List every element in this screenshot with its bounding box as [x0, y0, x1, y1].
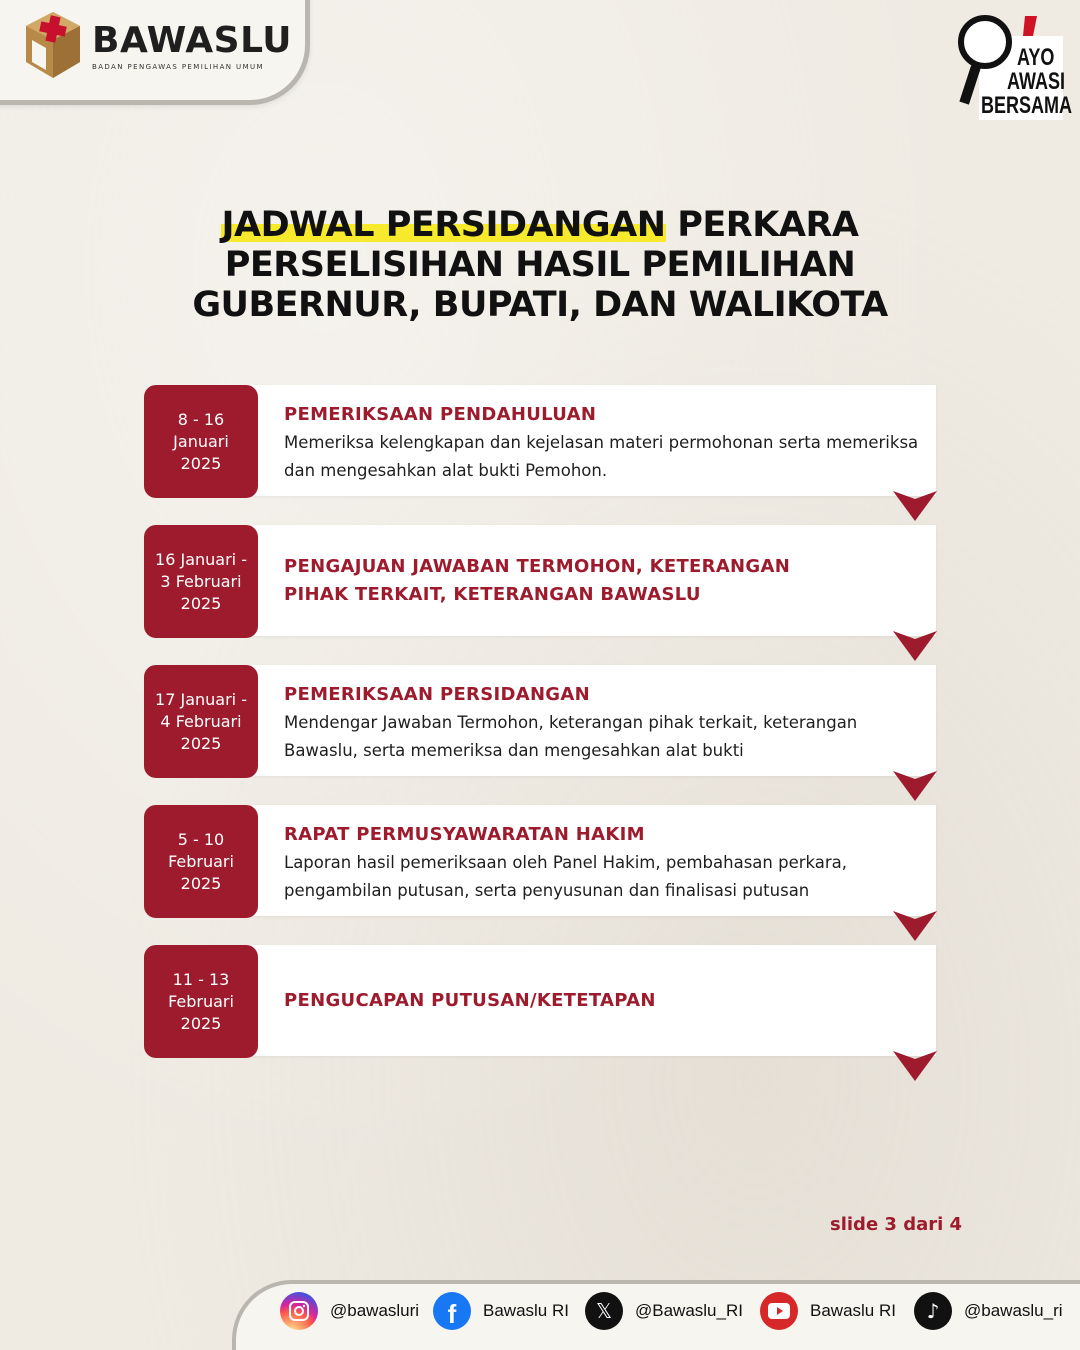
date-line2: Januari [173, 431, 229, 451]
title-line3: GUBERNUR, BUPATI, DAN WALIKOTA [192, 285, 888, 325]
ayo-awasi-bersama-badge [955, 10, 1073, 122]
date-line2: 4 Februari [160, 711, 242, 731]
step-title [284, 525, 924, 636]
facebook-icon: f [433, 1292, 471, 1330]
date-line1: 17 Januari - [155, 689, 247, 709]
brand-name: BAWASLU [92, 20, 292, 62]
step-date [144, 945, 258, 1058]
social-label: @bawasluri [330, 1301, 420, 1320]
schedule-step [144, 805, 944, 945]
social-label: @Bawaslu_RI [635, 1301, 743, 1320]
schedule-step [144, 665, 944, 805]
badge-line3: BERSAMA [981, 92, 1073, 119]
date-line3: 2025 [180, 873, 222, 893]
step-date [144, 525, 258, 638]
date-line3: 2025 [180, 453, 222, 473]
step-title: PEMERIKSAAN PENDAHULUAN [284, 404, 597, 425]
step-description: Mendengar Jawaban Termohon, keterangan pihak terkait, keterangan Bawaslu, serta memeriksa dan mengesahkan alat bukti [284, 713, 858, 760]
down-arrow-icon [893, 1051, 937, 1081]
badge-line1: AYO [1017, 44, 1055, 71]
schedule-step [144, 525, 944, 665]
social-youtube[interactable] [760, 1292, 896, 1330]
schedule-step [144, 385, 944, 525]
down-arrow-icon [893, 491, 937, 521]
social-tiktok[interactable] [914, 1292, 1063, 1330]
schedule-step [144, 945, 944, 1085]
social-label: Bawaslu RI [483, 1301, 569, 1320]
tiktok-icon: ♪ [914, 1292, 952, 1330]
date-line2: Februari [168, 991, 234, 1011]
badge-line2: AWASI [1007, 68, 1066, 95]
step-title-text: PENGAJUAN JAWABAN TERMOHON, KETERANGAN PIHAK TERKAIT, KETERANGAN BAWASLU [284, 555, 791, 605]
date-line3: 2025 [180, 1013, 222, 1033]
title-highlight: JADWAL PERSIDANGAN [221, 205, 666, 245]
bawaslu-logo-icon [22, 10, 84, 82]
step-date [144, 805, 258, 918]
social-instagram[interactable] [280, 1292, 419, 1330]
schedule-timeline [144, 385, 944, 1085]
date-line3: 2025 [180, 733, 222, 753]
social-facebook[interactable] [433, 1292, 569, 1330]
date-line3: 2025 [180, 593, 222, 613]
date-line2: 3 Februari [160, 571, 242, 591]
date-line2: Februari [168, 851, 234, 871]
step-date [144, 665, 258, 778]
step-description: Laporan hasil pemeriksaan oleh Panel Hakim, pembahasan perkara, pengambilan putusan, serta penyusunan dan finalisasi putusan [284, 853, 848, 900]
date-line1: 11 - 13 [172, 969, 230, 989]
bawaslu-logo[interactable] [22, 10, 292, 82]
step-description: Memeriksa kelengkapan dan kejelasan materi permohonan serta memeriksa dan mengesahkan alat bukti Pemohon. [284, 433, 919, 480]
date-line1: 8 - 16 [177, 409, 225, 429]
social-label: @bawaslu_ri [964, 1301, 1063, 1320]
brand-subtitle: BADAN PENGAWAS PEMILIHAN UMUM [92, 62, 264, 71]
date-line1: 5 - 10 [177, 829, 225, 849]
title-line1-rest: PERKARA [665, 205, 859, 245]
step-title: PEMERIKSAAN PERSIDANGAN [284, 684, 590, 705]
page-title [0, 205, 1080, 325]
instagram-icon [280, 1292, 318, 1330]
date-line1: 16 Januari - [155, 549, 247, 569]
step-date [144, 385, 258, 498]
slide-indicator: slide 3 dari 4 [830, 1214, 963, 1235]
down-arrow-icon [893, 911, 937, 941]
down-arrow-icon [893, 631, 937, 661]
social-label: Bawaslu RI [810, 1301, 896, 1320]
social-x[interactable] [585, 1292, 743, 1330]
step-title-text: PENGUCAPAN PUTUSAN/KETETAPAN [284, 989, 656, 1011]
down-arrow-icon [893, 771, 937, 801]
step-title: RAPAT PERMUSYAWARATAN HAKIM [284, 824, 645, 845]
youtube-icon [760, 1292, 798, 1330]
step-title [284, 945, 924, 1056]
x-icon: 𝕏 [585, 1292, 623, 1330]
title-line2: PERSELISIHAN HASIL PEMILIHAN [224, 245, 856, 285]
